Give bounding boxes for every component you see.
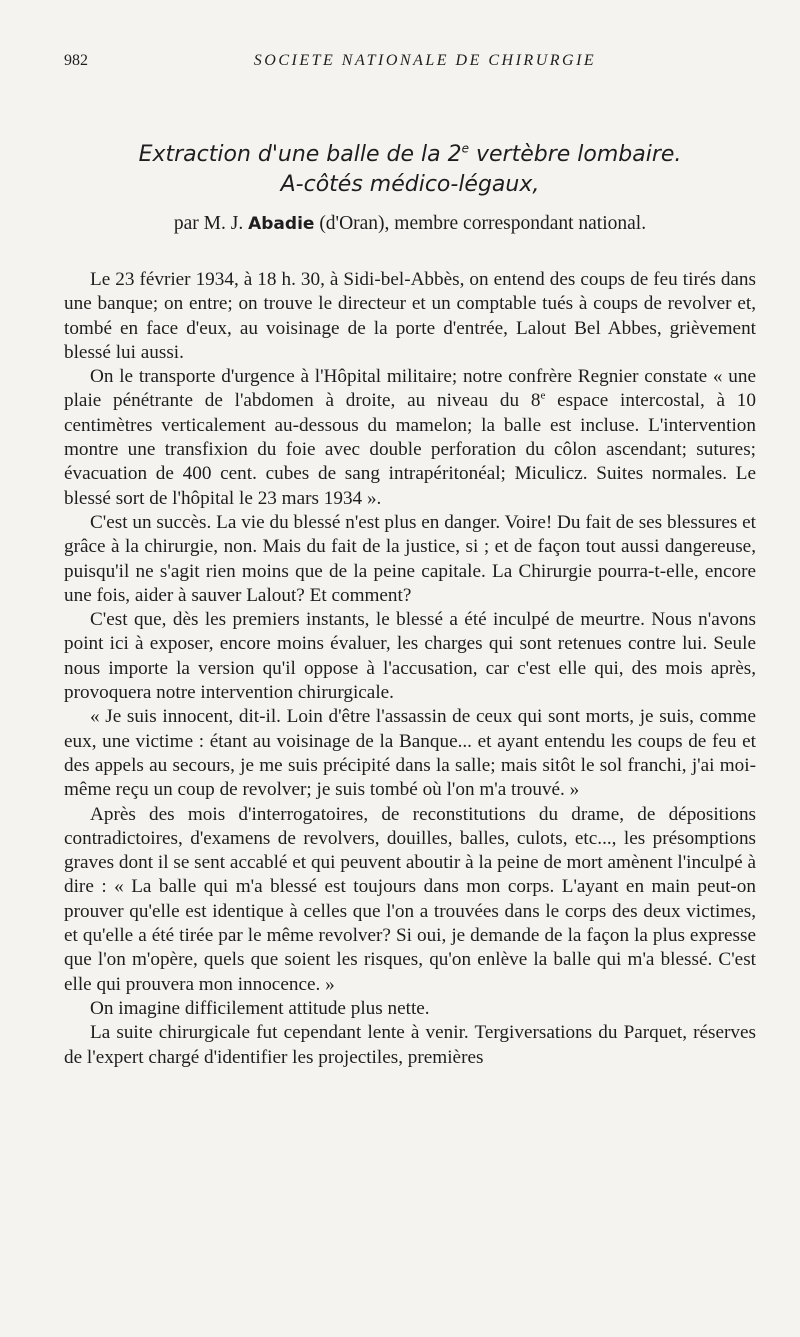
journal-title: SOCIETE NATIONALE DE CHIRURGIE — [253, 52, 597, 69]
paragraph-6: Après des mois d'interrogatoires, de reconstitutions du drame, de dépositions contradictoires, d'examens de revolvers, douilles, balles, culots, etc..., les présomptions graves dont il se sent accablé et qui peuvent aboutir à la peine de mort amènent l'inculpé à dire : « La balle qui m'a blessé est toujours dans mon corps. L'ayant en main peut-on prouver qu'elle est identique à celles que l'on a trouvées dans le corps des deux victimes, et qu'elle a été tirée par le même revolver? Si oui, je demande de la façon la plus expresse que l'on m'opère, quels que soient les risques, qu'on enlève la balle qui m'a blessé. C'est elle qui prouvera mon innocence. » — [64, 803, 756, 995]
title-ordinal-superscript: e — [461, 141, 469, 156]
byline — [64, 210, 756, 238]
author-name: Abadie — [248, 214, 315, 234]
ordinal-superscript: e — [540, 390, 546, 403]
running-head — [64, 52, 756, 76]
paragraph-2 — [64, 365, 756, 511]
title-line-1 — [64, 140, 756, 170]
title-line-2: A-côtés médico-légaux, — [280, 172, 540, 197]
article-title — [64, 140, 756, 200]
paragraph-2-end: espace intercostal, à 10 centimètres verticalement au-dessous du mamelon; la balle est incluse. L'intervention montre une transfixion du foie avec double perforation du côlon ascendant; sutures; évacuation de 400 cent. cubes de sang intrapéritonéal; Miculicz. Suites normales. Le blessé sort de l'hôpital le 23 mars 1934 ». — [64, 390, 756, 509]
title-line-1-start: Extraction d'une balle de la 2 — [138, 142, 462, 167]
article-body — [64, 268, 756, 1070]
paragraph-7: On imagine difficilement attitude plus nette. — [90, 997, 430, 1019]
byline-affiliation: (d'Oran), membre correspondant national. — [314, 213, 647, 234]
page-number: 982 — [64, 52, 88, 69]
title-line-1-end: vertèbre lombaire. — [468, 142, 682, 167]
paragraph-3: C'est un succès. La vie du blessé n'est plus en danger. Voire! Du fait de ses blessures et grâce à la chirurgie, non. Mais du fait de la justice, si ; et de façon tout aussi dangereuse, puisqu'il ne s'agit rien moins que de la peine capitale. La Chirurgie pourra-t-elle, encore une fois, aider à sauver Lalout? Et comment? — [64, 511, 756, 606]
byline-prefix: par M. J. — [173, 213, 249, 234]
paragraph-2-start: On le transporte d'urgence à l'Hôpital militaire; notre confrère Regnier constate « une plaie pénétrante de l'abdomen à droite, au niveau du 8 — [64, 366, 756, 412]
paragraph-4: C'est que, dès les premiers instants, le blessé a été inculpé de meurtre. Nous n'avons point ici à exposer, encore moins évaluer, les charges qui sont retenues contre lui. Seule nous importe la version qu'il oppose à l'accusation, car c'est elle qui, des mois après, provoquera notre intervention chirurgicale. — [64, 609, 756, 704]
paragraph-1: Le 23 février 1934, à 18 h. 30, à Sidi-bel-Abbès, on entend des coups de feu tirés dans une banque; on entre; on trouve le directeur et un comptable tués à coups de revolver et, tombé en face d'eux, au voisinage de la porte d'entrée, Lalout Bel Abbes, grièvement blessé lui aussi. — [64, 269, 756, 363]
paragraph-8: La suite chirurgicale fut cependant lente à venir. Tergiversations du Parquet, réserves de l'expert chargé d'identifier les projectiles, premières — [64, 1022, 756, 1068]
paragraph-5: « Je suis innocent, dit-il. Loin d'être l'assassin de ceux qui sont morts, je suis, comme eux, une victime : étant au voisinage de la Banque... et ayant entendu les coups de feu et des appels au secours, je me suis précipité dans la salle; mais sitôt le sol franchi, j'ai moi-même reçu un coup de revolver; je suis tombé où l'on m'a trouvé. » — [64, 706, 756, 801]
